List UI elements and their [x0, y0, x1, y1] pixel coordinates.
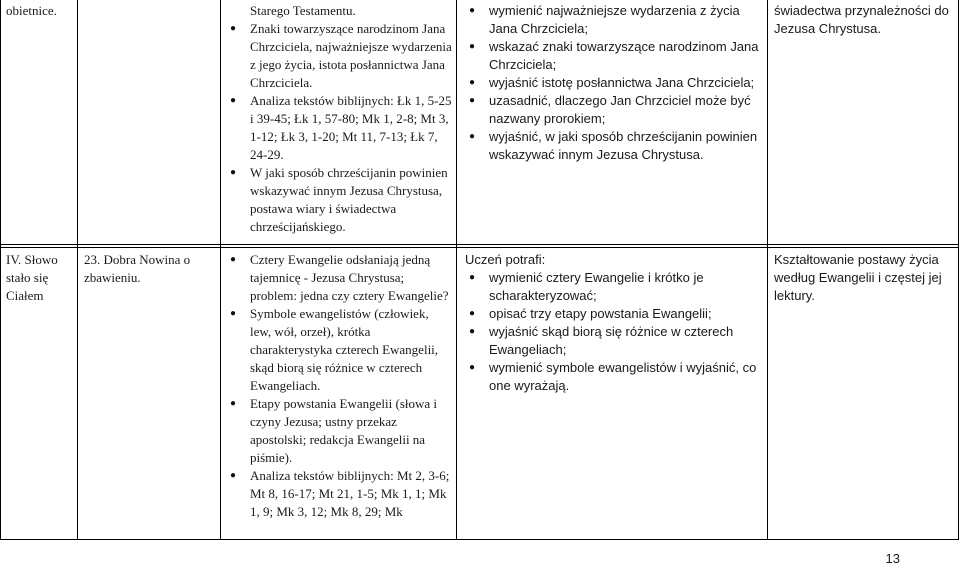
list-item: ● uzasadnić, dlaczego Jan Chrzciciel może być nazwany prorokiem;	[465, 92, 761, 128]
list-item: ● Analiza tekstów biblijnych: Mt 2, 3-6; Mt 8, 16-17; Mt 21, 1-5; Mk 1, 1; Mk 1, 9; Mk 3, 12; Mk 8, 29; Mk	[226, 467, 452, 521]
outcomes-list	[465, 2, 761, 164]
list-item: ● wyjaśnić skąd biorą się różnice w czterech Ewangeliach;	[465, 323, 761, 359]
content-continuation: Starego Testamentu.	[250, 3, 356, 18]
list-item: ● wymienić cztery Ewangelie i krótko je scharakteryzować;	[465, 269, 761, 305]
table-border	[0, 244, 959, 245]
row1-attitude-text: świadectwa przynależności do Jezusa Chrystusa.	[774, 3, 949, 36]
list-item: ● wyjaśnić istotę posłannictwa Jana Chrzciciela;	[465, 74, 761, 92]
table-border	[0, 0, 1, 540]
row2-content-cell	[226, 251, 452, 521]
row1-attitude-cell	[774, 2, 954, 38]
list-item: ● wskazać znaki towarzyszące narodzinom Jana Chrzciciela;	[465, 38, 761, 74]
outcomes-list	[465, 269, 761, 395]
row2-outcomes-cell	[465, 251, 761, 395]
list-item: ● opisać trzy etapy powstania Ewangelii;	[465, 305, 761, 323]
table-border	[220, 0, 221, 540]
section-title: IV. Słowo stało się Ciałem	[6, 252, 58, 303]
list-item: ● wyjaśnić, w jaki sposób chrześcijanin powinien wskazywać innym Jezusa Chrystusa.	[465, 128, 761, 164]
row1-section-text: obietnice.	[6, 3, 57, 18]
row2-section-cell	[6, 251, 74, 305]
table-border	[77, 0, 78, 540]
table-border	[958, 0, 959, 540]
list-item: ● W jaki sposób chrześcijanin powinien wskazywać innym Jezusa Chrystusa, postawa wiary i świadectwa chrześcijańskiego.	[226, 164, 452, 236]
row2-topic-cell	[84, 251, 216, 287]
table-border	[456, 0, 457, 540]
list-item: ● wymienić symbole ewangelistów i wyjaśnić, co one wyrażają.	[465, 359, 761, 395]
list-item: ● Znaki towarzyszące narodzinom Jana Chrzciciela, najważniejsze wydarzenia z jego życia, istota posłannictwa Jana Chrzciciela.	[226, 20, 452, 92]
list-item: ● Etapy powstania Ewangelii (słowa i czyny Jezusa; ustny przekaz apostolski; redakcja Ewangelii na piśmie).	[226, 395, 452, 467]
row2-attitude-cell	[774, 251, 954, 305]
page-number: 13	[885, 551, 900, 566]
outcomes-heading: Uczeń potrafi:	[465, 252, 546, 267]
topic-title: 23. Dobra Nowina o zbawieniu.	[84, 252, 191, 285]
row1-outcomes-cell	[465, 2, 761, 164]
table-border	[767, 0, 768, 540]
list-item: ● wymienić najważniejsze wydarzenia z życia Jana Chrzciciela;	[465, 2, 761, 38]
table-border	[0, 247, 959, 248]
row2-attitude-text: Kształtowanie postawy życia według Ewangelii i częstej jej lektury.	[774, 252, 942, 303]
content-list	[226, 20, 452, 236]
list-item: ● Symbole ewangelistów (człowiek, lew, wół, orzeł), krótka charakterystyka czterech Ewangelii, skąd biorą się różnice w czterech Ewangeliach.	[226, 305, 452, 395]
list-item: ● Cztery Ewangelie odsłaniają jedną tajemnicę - Jezusa Chrystusa; problem: jedna czy cztery Ewangelie?	[226, 251, 452, 305]
content-list	[226, 251, 452, 521]
row1-content-cell	[226, 2, 452, 236]
table-border	[0, 539, 959, 540]
list-item: ● Analiza tekstów biblijnych: Łk 1, 5-25 i 39-45; Łk 1, 57-80; Mk 1, 2-8; Mt 3, 1-12; Łk 3, 1-20; Mt 11, 7-13; Łk 7, 24-29.	[226, 92, 452, 164]
row1-section-cell	[6, 2, 74, 20]
